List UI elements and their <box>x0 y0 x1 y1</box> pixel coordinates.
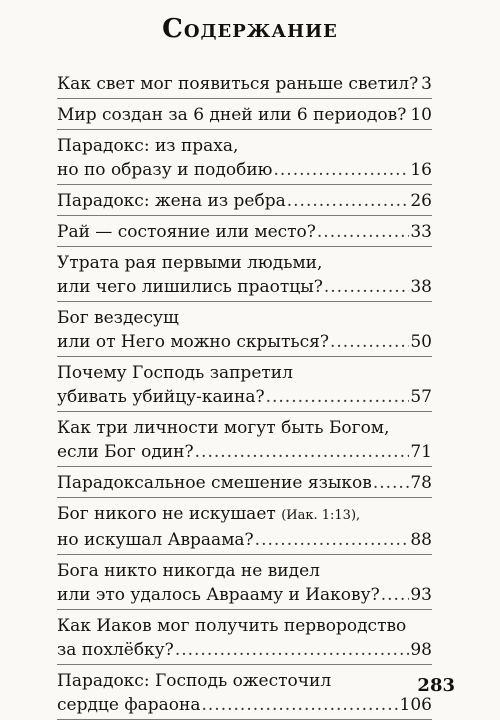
toc-entry[interactable] <box>57 247 432 302</box>
toc-entry[interactable] <box>57 99 432 130</box>
toc-entry-text: убивать убийцу-каина? <box>57 387 265 407</box>
dot-leader <box>330 330 409 354</box>
toc-entry-text: или от Него можно скрыться? <box>57 332 329 352</box>
toc-entry[interactable] <box>57 610 432 665</box>
toc-entry-text: Утрата рая первыми людьми, <box>57 253 323 273</box>
page-title: Содержание <box>162 14 338 44</box>
toc-entry[interactable] <box>57 216 432 247</box>
dot-leader <box>273 158 409 182</box>
toc-entry-text: Парадоксальное смешение языков <box>57 473 372 493</box>
toc-page-number: 26 <box>410 191 432 211</box>
dot-leader <box>407 103 409 127</box>
toc-entry-last-line <box>57 471 432 495</box>
toc-entry-last-line <box>57 189 432 213</box>
toc-entry[interactable] <box>57 130 432 185</box>
toc-page-number: 93 <box>410 585 432 605</box>
dot-leader <box>202 693 399 717</box>
toc-entry[interactable] <box>57 467 432 498</box>
toc-entry[interactable] <box>57 412 432 467</box>
toc-entry-last-line <box>57 638 432 662</box>
toc-page-number: 10 <box>410 105 432 125</box>
toc-page-number: 38 <box>410 277 432 297</box>
toc-entry-text: Рай — состояние или место? <box>57 222 316 242</box>
dot-leader <box>266 385 410 409</box>
toc-entry-text: Бог никого не искушает <box>57 504 276 524</box>
toc-entry-last-line <box>57 385 432 409</box>
toc-entry-line <box>57 669 432 693</box>
dot-leader <box>373 471 410 495</box>
toc-entry-text: Бога никто никогда не видел <box>57 561 320 581</box>
toc-entry-text: Мир создан за 6 дней или 6 периодов? <box>57 105 407 125</box>
toc-entry-line <box>57 306 432 330</box>
toc-entry-line <box>57 416 432 440</box>
toc-entry-last-line <box>57 440 432 464</box>
toc-entry-last-line <box>57 158 432 182</box>
toc-entry-last-line <box>57 583 432 607</box>
toc-entry-text: или это удалось Аврааму и Иакову? <box>57 585 380 605</box>
toc-page-number: 57 <box>410 387 432 407</box>
toc-entry-text: если Бог один? <box>57 442 194 462</box>
scripture-reference: (Иак. 1:13), <box>281 508 361 523</box>
toc-entry-last-line <box>57 693 432 717</box>
dot-leader <box>381 583 410 607</box>
toc-entry[interactable] <box>57 555 432 610</box>
toc-entry[interactable] <box>57 185 432 216</box>
toc-entry-text: но по образу и подобию <box>57 160 273 180</box>
toc-entry-last-line <box>57 220 432 244</box>
toc-entry-line <box>57 251 432 275</box>
toc-entry-text: Как свет мог появиться раньше светил? <box>57 74 419 94</box>
toc-entry-last-line <box>57 275 432 299</box>
toc-entry[interactable] <box>57 68 432 99</box>
toc-entry-line <box>57 502 432 528</box>
toc-entry-line <box>57 559 432 583</box>
toc-entry-text: Парадокс: жена из ребра <box>57 191 286 211</box>
table-of-contents <box>57 68 432 720</box>
toc-entry-line <box>57 134 432 158</box>
toc-page-number: 16 <box>410 160 432 180</box>
page-number: 283 <box>417 675 455 696</box>
toc-entry-text: Парадокс: из праха, <box>57 136 239 156</box>
dot-leader <box>324 275 410 299</box>
toc-entry[interactable] <box>57 665 432 720</box>
toc-entry[interactable] <box>57 498 432 555</box>
toc-entry[interactable] <box>57 302 432 357</box>
toc-page-number: 3 <box>421 74 432 94</box>
toc-entry-text: Как Иаков мог получить первородство <box>57 616 407 636</box>
toc-entry-text: за похлёбку? <box>57 640 174 660</box>
toc-entry-text: Как три личности могут быть Богом, <box>57 418 390 438</box>
toc-entry-text: Бог вездесущ <box>57 308 179 328</box>
toc-entry[interactable] <box>57 357 432 412</box>
dot-leader <box>287 189 410 213</box>
toc-entry-text: Парадокс: Господь ожесточил <box>57 671 332 691</box>
toc-page-number: 88 <box>410 530 432 550</box>
toc-entry-text: сердце фараона <box>57 695 201 715</box>
dot-leader <box>195 440 410 464</box>
dot-leader <box>317 220 409 244</box>
toc-entry-last-line <box>57 103 432 127</box>
dot-leader <box>419 72 420 96</box>
toc-entry-text: или чего лишились праотцы? <box>57 277 323 297</box>
toc-entry-text: Почему Господь запретил <box>57 363 293 383</box>
toc-page-number: 71 <box>410 442 432 462</box>
dot-leader <box>175 638 410 662</box>
toc-page-number: 50 <box>410 332 432 352</box>
dot-leader <box>255 528 410 552</box>
toc-page-number: 98 <box>410 640 432 660</box>
toc-entry-line <box>57 361 432 385</box>
toc-entry-last-line <box>57 528 432 552</box>
toc-page-number: 33 <box>410 222 432 242</box>
toc-entry-text: но искушал Авраама? <box>57 530 254 550</box>
toc-entry-line <box>57 614 432 638</box>
toc-page-number: 78 <box>410 473 432 493</box>
toc-entry-last-line <box>57 72 432 96</box>
toc-entry-last-line <box>57 330 432 354</box>
toc-page-number: 106 <box>399 695 432 715</box>
